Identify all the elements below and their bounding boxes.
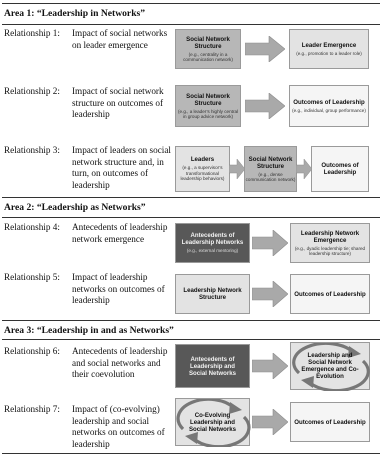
- relationship-7-label: Relationship 7:: [4, 404, 60, 414]
- bottom-rule: [2, 453, 380, 454]
- box-title: Outcomes of Leadership: [321, 162, 359, 176]
- co-evolving-leadership-and-social-networks-box: [175, 398, 250, 446]
- leadership-and-social-network-coevolution-box: [290, 342, 370, 390]
- relationship-3-label: Relationship 3:: [4, 145, 60, 155]
- box-subtitle: (e.g., a supervisor’s transformational leadership behaviors): [180, 165, 225, 182]
- relationship-5-description: Impact of leadership networks on outcomes of leadership: [72, 272, 165, 306]
- box-title: Leaders: [190, 156, 215, 164]
- box-subtitle: (e.g., dyadic leadership tie; shared leadership structure): [294, 245, 366, 256]
- box-title: Outcomes of Leadership: [294, 418, 366, 426]
- arrow-right-icon: [245, 93, 285, 119]
- box-subtitle: (e.g., dense communication network): [245, 171, 296, 182]
- arrow-right-icon: [245, 36, 285, 62]
- social-network-structure-box: [244, 146, 297, 192]
- relationship-6-description: Antecedents of leadership and social networks and their coevolution: [72, 346, 168, 380]
- area-2-title: Area 2: “Leadership as Networks”: [4, 202, 146, 213]
- box-title: Leadership and Social Network Emergence and Co-Evolution: [301, 352, 359, 380]
- box-title: Leader Emergence: [301, 41, 357, 49]
- relationship-1-label: Relationship 1:: [4, 28, 60, 38]
- antecedents-of-leadership-and-social-networks-box: [175, 344, 250, 388]
- antecedents-of-leadership-networks-box: [175, 223, 250, 263]
- arrow-right-icon: [296, 159, 312, 179]
- relationship-3-description: Impact of leaders on social network structure and, in turn, on outcomes of leadership: [72, 145, 171, 190]
- arrow-right-icon: [252, 409, 288, 435]
- area-2-divider: [2, 217, 380, 218]
- outcomes-of-leadership-box: [289, 85, 369, 127]
- arrow-right-icon: [252, 230, 288, 256]
- area-1-top-rule: [2, 3, 380, 4]
- area-3-title: Area 3: “Leadership in and as Networks”: [4, 325, 174, 336]
- box-subtitle: (e.g., centrality in a communication network): [183, 51, 233, 62]
- arrow-right-icon: [252, 281, 288, 307]
- arrow-right-icon: [252, 353, 288, 379]
- box-subtitle: (e.g., external mentoring): [186, 248, 239, 254]
- box-title: Social Network Structure: [186, 35, 230, 50]
- box-subtitle: (e.g., promotion to a leader role): [296, 50, 362, 56]
- area-1-title: Area 1: “Leadership in Networks”: [4, 8, 146, 19]
- social-network-structure-box: [175, 29, 241, 69]
- box-title: Antecedents of Leadership Networks: [181, 232, 244, 247]
- box-title: Social Network Structure: [186, 92, 230, 107]
- area-3-top-rule: [2, 320, 380, 321]
- box-subtitle: (e.g., individual, group performance): [292, 107, 366, 113]
- relationship-5-label: Relationship 5:: [4, 272, 60, 282]
- leader-emergence-box: [289, 29, 369, 69]
- social-network-structure-box: [175, 85, 241, 127]
- leaders-box: [175, 146, 230, 192]
- relationship-2-description: Impact of social network structure on outcomes of leadership: [72, 86, 164, 120]
- box-title: Co-Evolving Leadership and Social Networks: [188, 411, 237, 433]
- area-2-top-rule: [2, 197, 380, 198]
- leadership-network-structure-box: [175, 274, 250, 314]
- arrow-right-icon: [229, 159, 245, 179]
- box-title: Antecedents of Leadership and Social Networks: [188, 355, 237, 377]
- outcomes-of-leadership-box: [290, 402, 370, 442]
- relationship-1-description: Impact of social networks on leader emergence: [72, 28, 168, 50]
- relationship-7-description: Impact of (co-evolving) leadership and social networks on outcomes of leadership: [72, 404, 165, 449]
- relationship-4-description: Antecedents of leadership network emergence: [72, 222, 168, 244]
- relationship-2-label: Relationship 2:: [4, 86, 60, 96]
- box-title: Social Network Structure: [248, 155, 293, 170]
- box-title: Outcomes of Leadership: [294, 290, 366, 298]
- area-1-divider: [2, 24, 380, 25]
- box-title: Leadership Network Emergence: [300, 229, 360, 244]
- relationship-4-label: Relationship 4:: [4, 222, 60, 232]
- relationship-6-label: Relationship 6:: [4, 346, 60, 356]
- outcomes-of-leadership-box: [290, 274, 370, 314]
- leadership-network-emergence-box: [290, 223, 370, 263]
- outcomes-of-leadership-box: [311, 146, 369, 192]
- box-title: Outcomes of Leadership: [293, 98, 365, 106]
- area-3-divider: [2, 339, 380, 340]
- box-subtitle: (e.g., a leader’s highly central in group advice network): [177, 108, 239, 119]
- box-title: Leadership Network Structure: [183, 287, 242, 301]
